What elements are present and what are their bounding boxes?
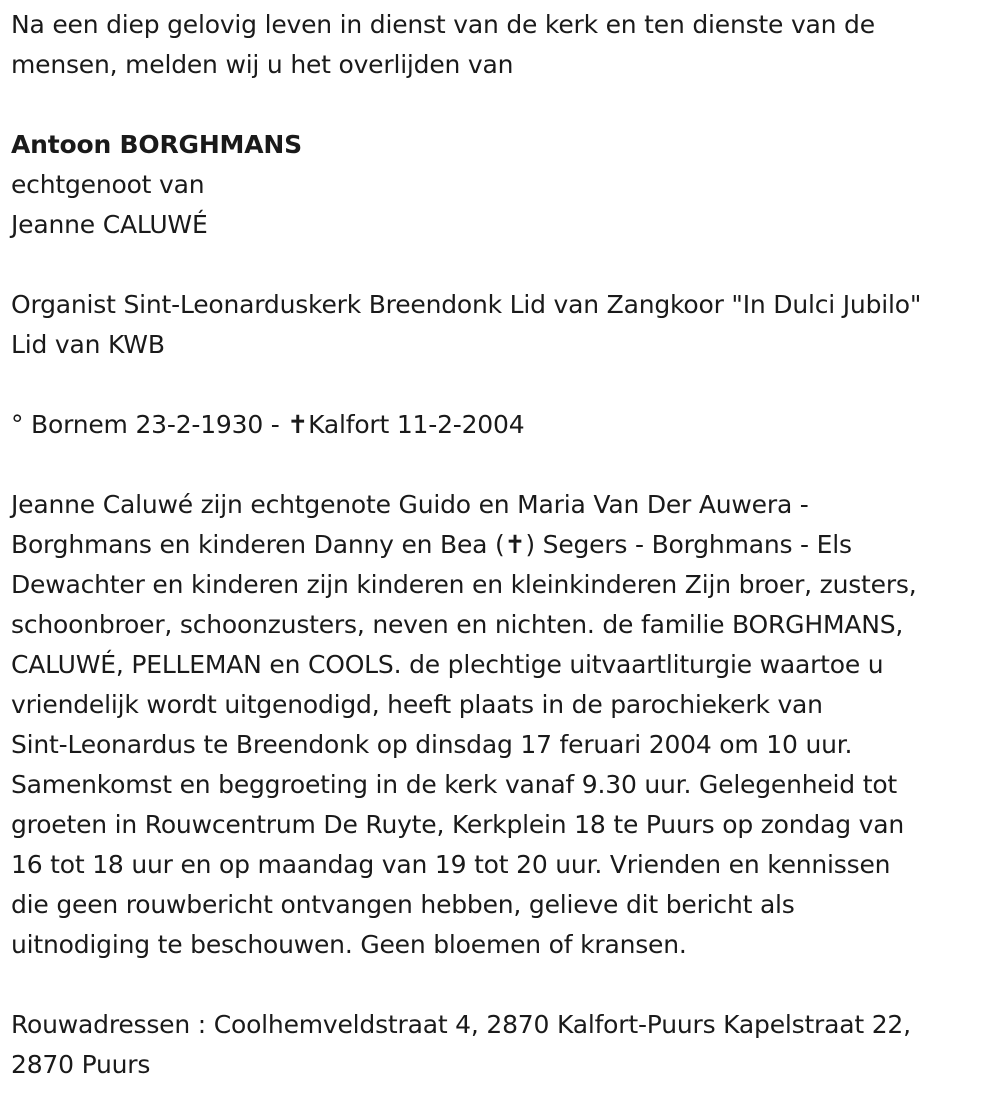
- address-line: Rouwadressen : Coolhemveldstraat 4, 2870 Kalfort-Puurs Kapelstraat 22,: [11, 1010, 911, 1039]
- body-line: Borghmans en kinderen Danny en Bea (✝) Segers - Borghmans - Els: [11, 530, 852, 559]
- roles-paragraph: [11, 285, 996, 365]
- role-line: Lid van KWB: [11, 330, 165, 359]
- intro-paragraph: [11, 5, 996, 85]
- body-line: Sint-Leonardus te Breendonk op dinsdag 17 feruari 2004 om 10 uur.: [11, 730, 853, 759]
- spacer: [11, 365, 996, 405]
- body-line: Samenkomst en beggroeting in de kerk vanaf 9.30 uur. Gelegenheid tot: [11, 770, 898, 799]
- spacer: [11, 965, 996, 1005]
- spacer: [11, 445, 996, 485]
- address-line: 2870 Puurs: [11, 1050, 151, 1079]
- spacer: [11, 245, 996, 285]
- spacer: [11, 85, 996, 125]
- body-line: groeten in Rouwcentrum De Ruyte, Kerkplein 18 te Puurs op zondag van: [11, 810, 904, 839]
- body-line: die geen rouwbericht ontvangen hebben, gelieve dit bericht als: [11, 890, 795, 919]
- body-line: Jeanne Caluwé zijn echtgenote Guido en Maria Van Der Auwera -: [11, 490, 809, 519]
- role-line: Organist Sint-Leonarduskerk Breendonk Lid van Zangkoor "In Dulci Jubilo": [11, 290, 922, 319]
- birth-death-dates: ° Bornem 23-2-1930 - ✝Kalfort 11-2-2004: [11, 410, 525, 439]
- spouse-name: Jeanne CALUWÉ: [11, 210, 208, 239]
- body-line: schoonbroer, schoonzusters, neven en nichten. de familie BORGHMANS,: [11, 610, 904, 639]
- spouse-label: echtgenoot van: [11, 170, 205, 199]
- body-line: vriendelijk wordt uitgenodigd, heeft plaats in de parochiekerk van: [11, 690, 823, 719]
- deceased-name: Antoon BORGHMANS: [11, 130, 302, 159]
- obituary-document: [11, 0, 996, 1085]
- body-paragraph: [11, 485, 996, 965]
- intro-line: mensen, melden wij u het overlijden van: [11, 50, 514, 79]
- body-line: Dewachter en kinderen zijn kinderen en kleinkinderen Zijn broer, zusters,: [11, 570, 917, 599]
- addresses-paragraph: [11, 1005, 996, 1085]
- body-line: 16 tot 18 uur en op maandag van 19 tot 20 uur. Vrienden en kennissen: [11, 850, 891, 879]
- body-line: uitnodiging te beschouwen. Geen bloemen of kransen.: [11, 930, 687, 959]
- body-line: CALUWÉ, PELLEMAN en COOLS. de plechtige uitvaartliturgie waartoe u: [11, 650, 884, 679]
- intro-line: Na een diep gelovig leven in dienst van de kerk en ten dienste van de: [11, 10, 875, 39]
